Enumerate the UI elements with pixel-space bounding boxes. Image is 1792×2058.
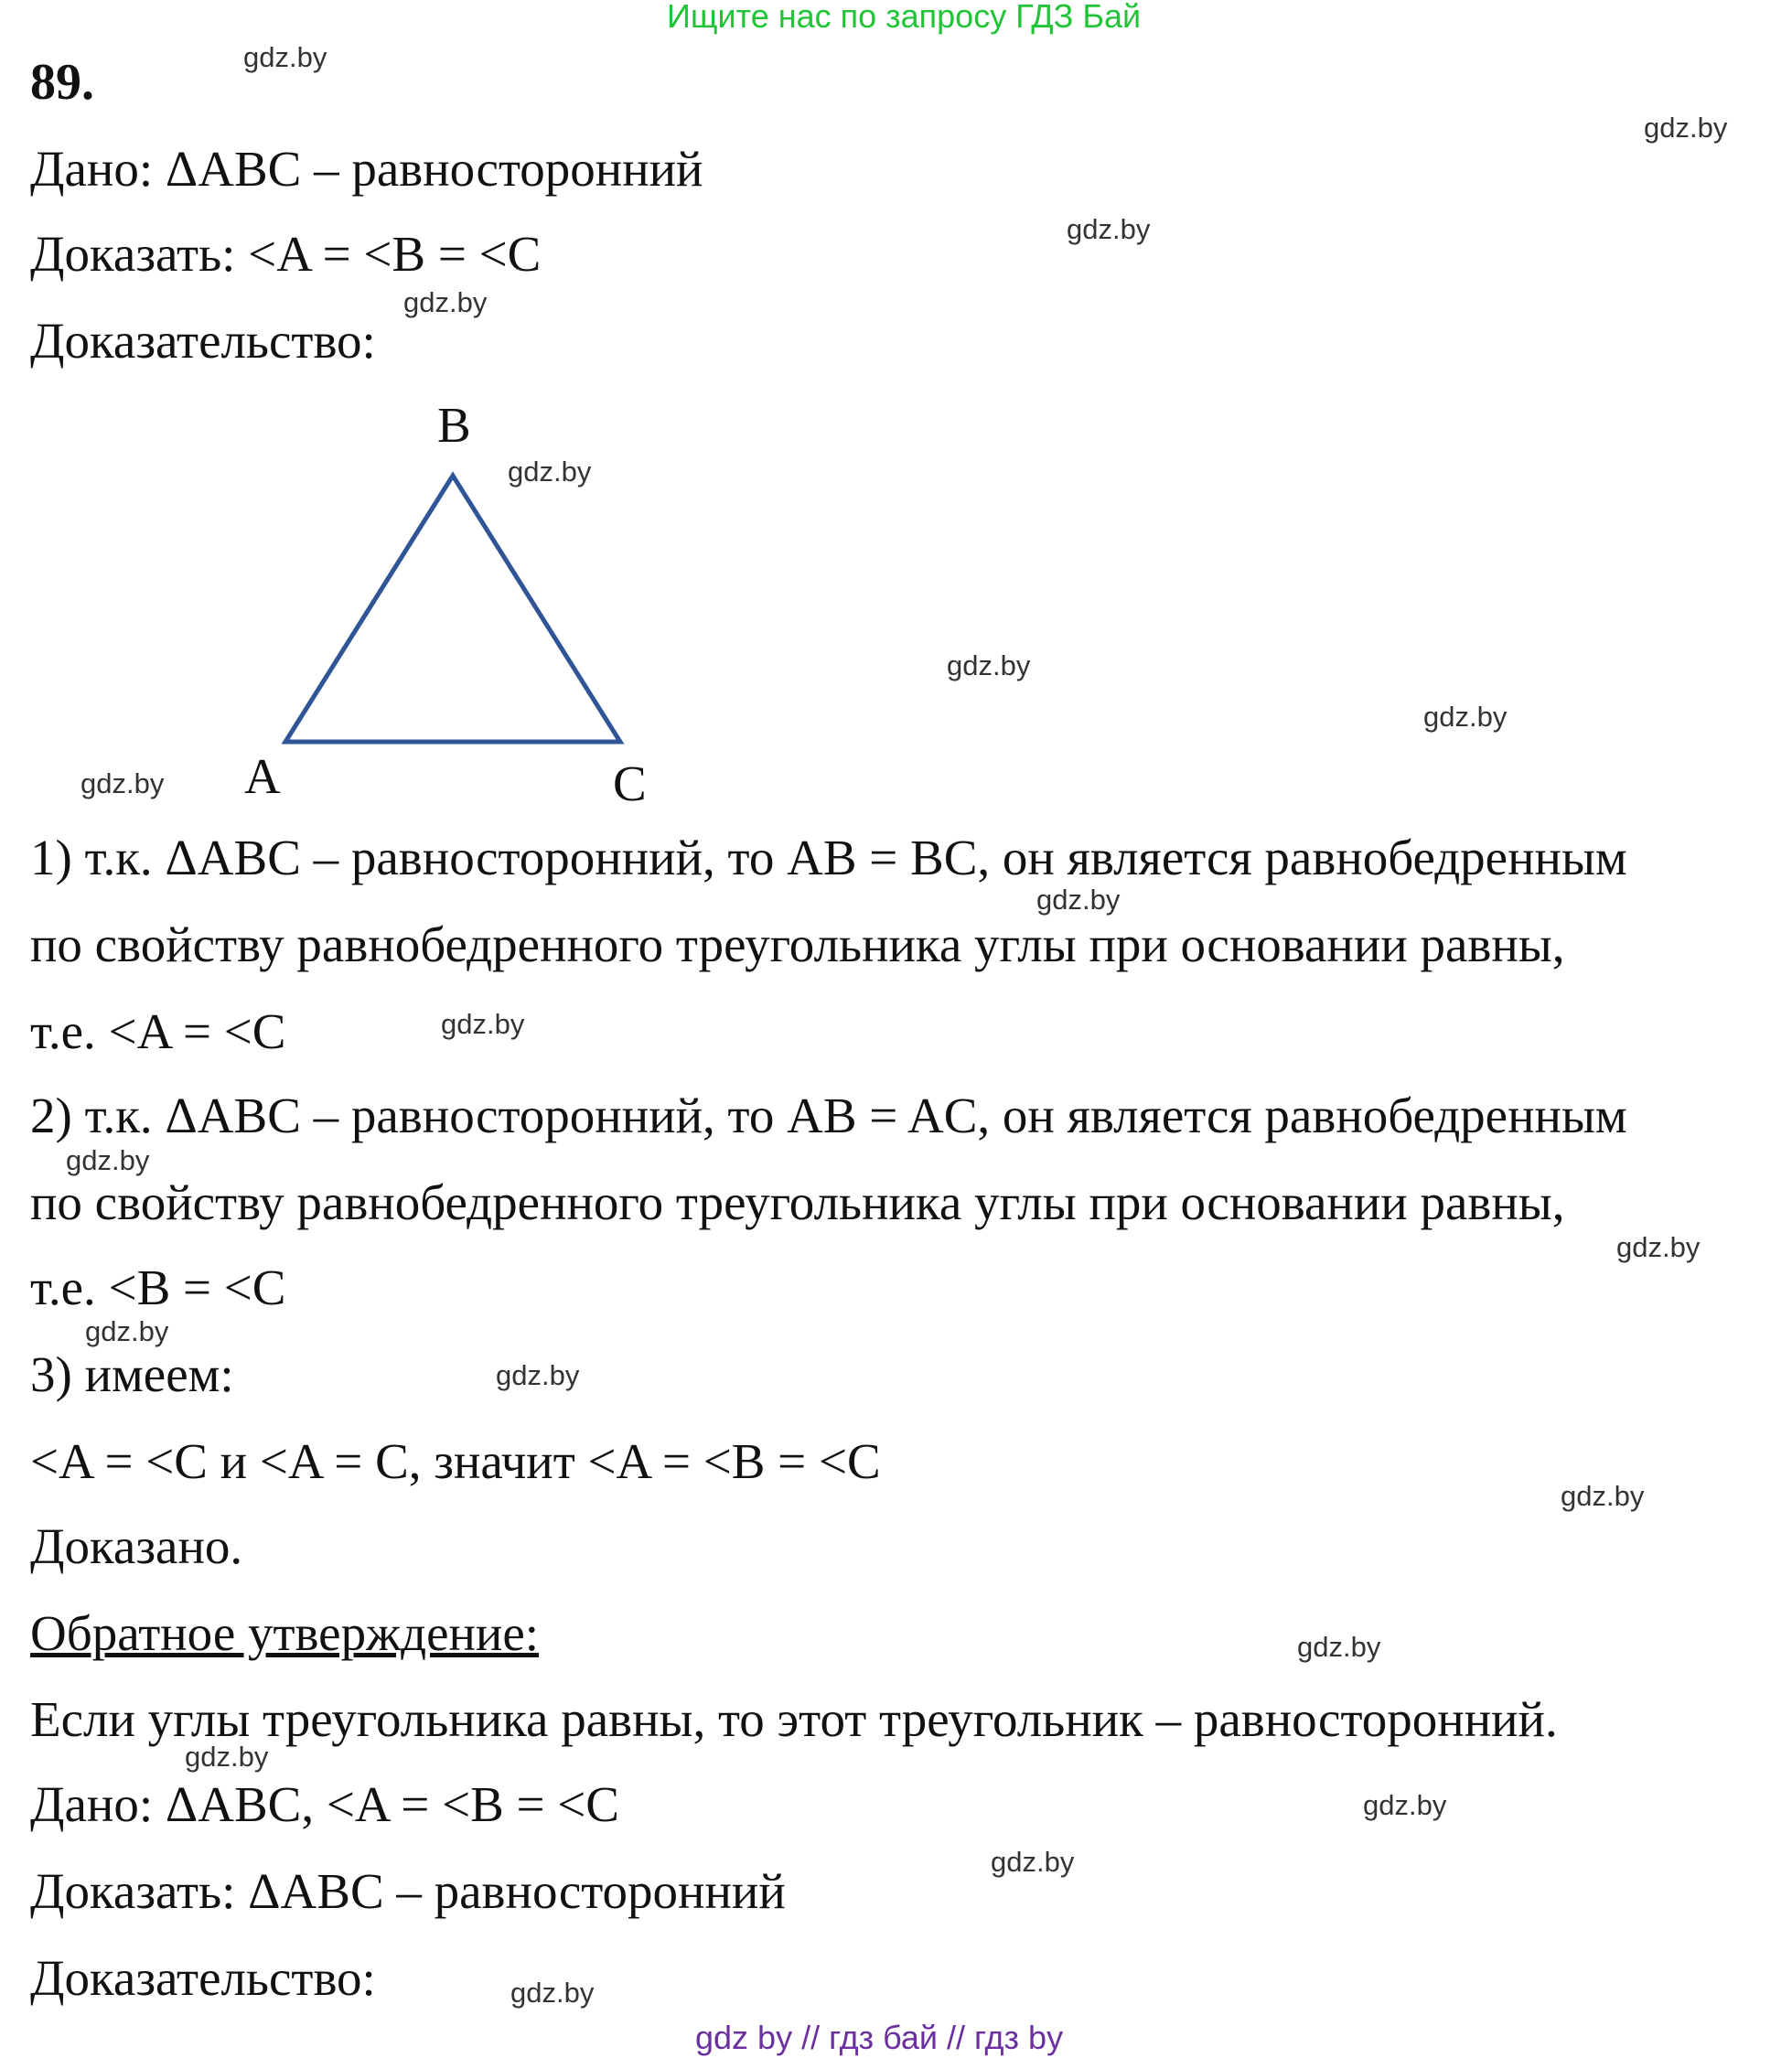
step-1-line-2: по свойству равнобедренного треугольника углы при основании равны, [30,916,1565,972]
watermark: gdz.by [80,767,165,799]
step-2-line-2: по свойству равнобедренного треугольника углы при основании равны, [30,1174,1565,1230]
watermark: gdz.by [1297,1631,1381,1663]
watermark: gdz.by [508,456,592,488]
watermark: gdz.by [1036,884,1121,916]
converse-heading: Обратное утверждение: [30,1605,540,1661]
watermark: gdz.by [1561,1480,1645,1512]
watermark: gdz.by [243,41,327,73]
proved-line: Доказано. [30,1518,243,1574]
watermark: gdz.by [85,1315,169,1347]
given-line: Дано: ΔABC – равносторонний [30,141,703,197]
watermark: gdz.by [185,1741,269,1773]
step-2-line-1: 2) т.к. ΔABC – равносторонний, то AB = AC, он является равнобедренным [30,1088,1627,1143]
vertex-label-a: A [244,748,281,804]
step-3-line-1: 3) имеем: [30,1346,234,1402]
converse-proof-heading: Доказательство: [30,1950,376,2006]
bottom-banner: gdz by // гдз бай // гдз by [695,2019,1064,2056]
converse-statement: Если углы треугольника равны, то этот треугольник – равносторонний. [30,1691,1558,1747]
vertex-label-b: B [437,397,471,453]
converse-prove: Доказать: ΔABC – равносторонний [30,1863,786,1919]
watermark: gdz.by [1644,112,1728,144]
prove-line: Доказать: <A = <B = <C [30,226,542,282]
triangle-abc [285,476,620,742]
watermark: gdz.by [403,286,488,318]
triangle-figure [220,384,695,805]
top-banner: Ищите нас по запросу ГДЗ Бай [667,0,1142,35]
step-3-line-2: <A = <C и <A = C, значит <A = <B = <C [30,1433,881,1489]
watermark: gdz.by [1423,701,1508,733]
watermark: gdz.by [441,1008,525,1040]
problem-number: 89. [30,54,94,111]
watermark: gdz.by [947,649,1031,681]
watermark: gdz.by [510,1977,595,2009]
watermark: gdz.by [496,1359,580,1391]
watermark: gdz.by [991,1846,1075,1878]
proof-heading: Доказательство: [30,313,376,369]
vertex-label-c: C [613,756,647,805]
step-2-line-3: т.е. <B = <C [30,1259,286,1315]
step-1-line-3: т.е. <A = <C [30,1003,286,1059]
converse-given: Дано: ΔABC, <A = <B = <C [30,1776,619,1832]
watermark: gdz.by [1067,213,1151,245]
watermark: gdz.by [1616,1231,1701,1263]
watermark: gdz.by [1363,1789,1447,1821]
watermark: gdz.by [66,1144,150,1176]
step-1-line-1: 1) т.к. ΔABC – равносторонний, то AB = BC, он является равнобедренным [30,830,1627,885]
